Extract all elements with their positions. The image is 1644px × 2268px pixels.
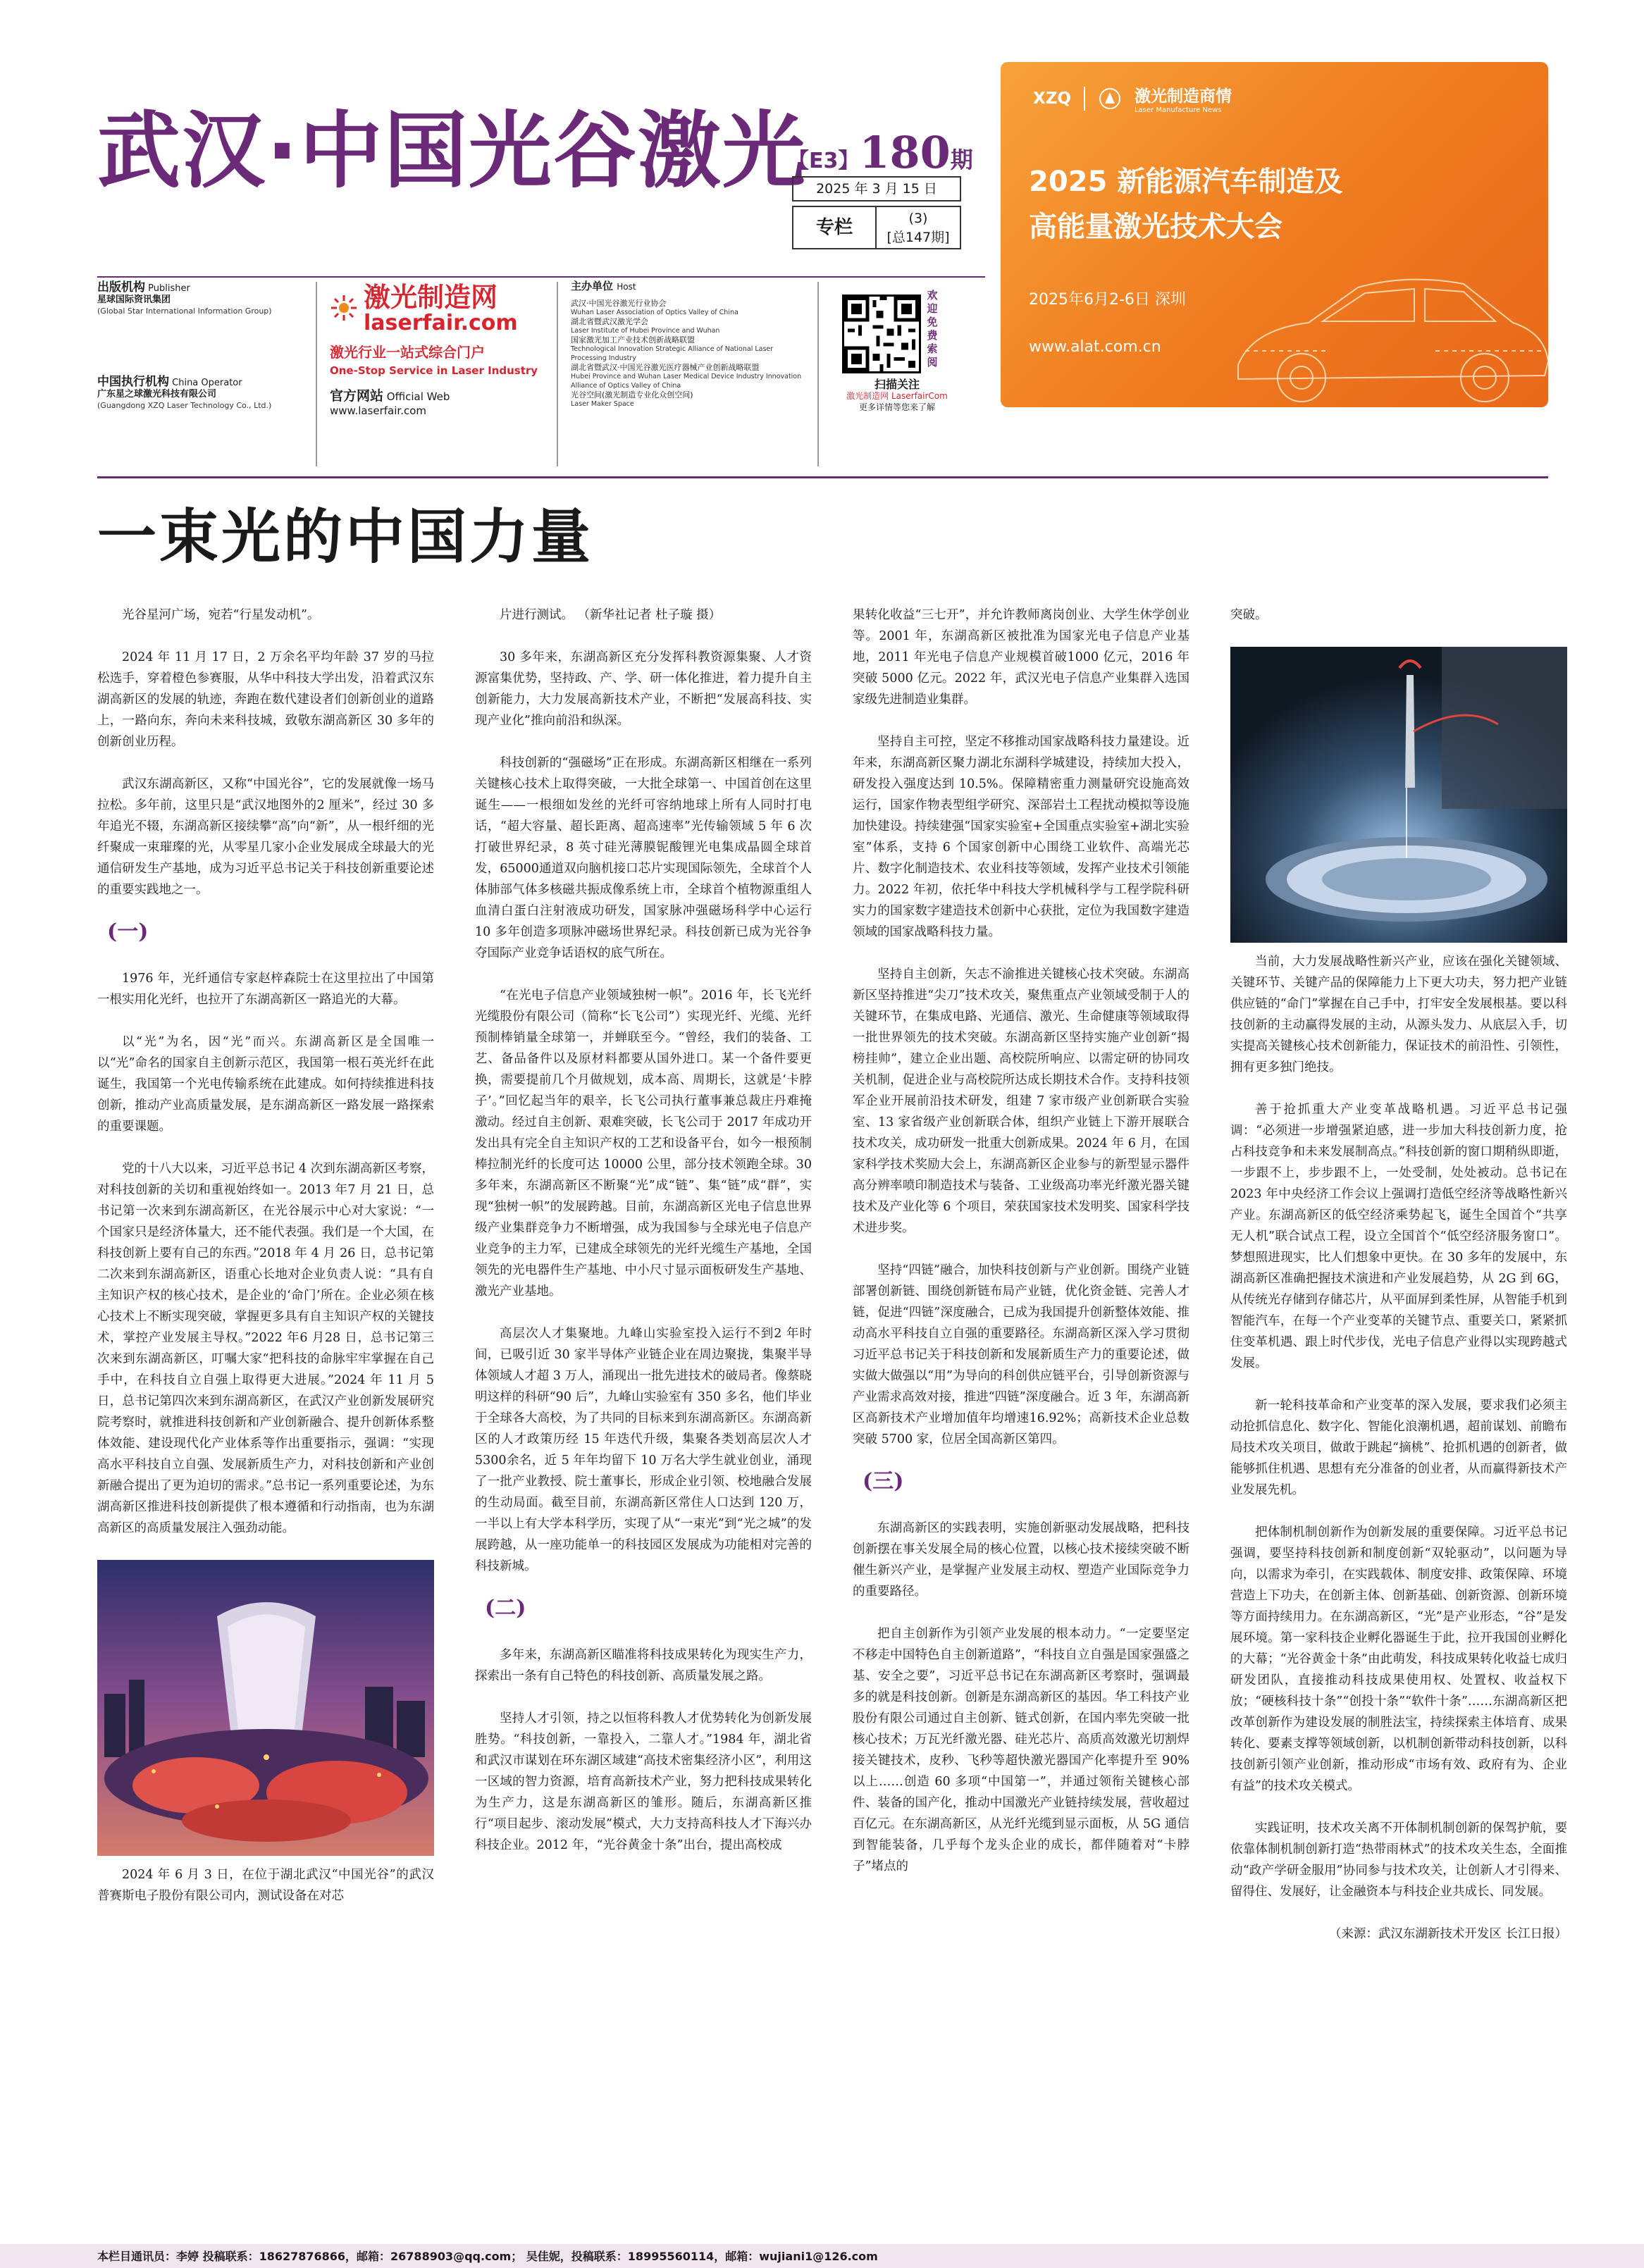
- laserfair-logo[interactable]: [330, 282, 518, 334]
- section-heading: (三): [863, 1469, 904, 1494]
- paragraph: 东湖高新区的实践表明，实施创新驱动发展战略，把科技创新摆在事关发展全局的核心位置，以核心技术接续突破不断催生新兴产业，是掌握产业发展主动权、塑造产业国际竞争力的重要路径。: [853, 1521, 1189, 1599]
- paragraph: 多年来，东湖高新区瞄准将科技成果转化为现实生产力，探索出一条有自己特色的科技创新、高质量发展之路。: [475, 1648, 812, 1683]
- issue-date: 2025 年 3 月 15 日: [792, 176, 961, 202]
- ad-title-line1: 2025 新能源汽车制造及: [1029, 166, 1343, 198]
- paragraph: 1976 年，光纤通信专家赵梓森院士在这里拉出了中国第一根实用化光纤，也拉开了东湖高新区一路追光的大幕。: [97, 972, 434, 1007]
- paragraph: 高层次人才集聚地。九峰山实验室投入运行不到2 年时间，已吸引近 30 家半导体产业链企业在周边聚拢，集聚半导体领域人才超 3 万人，涌现出一批先进技术的破局者。像蔡晓明这样的科研“90 后”，九峰山实验室有 350 多名，他们毕业于全球各大高校，为了共同的目标来到东湖高新区。东湖高新区的人才政策历经 15 年迭代升级，集聚各类划高层次人才 5300余名，近 5 年年均留下 10 万名大学生就业创业，涌现了一批产业教授、院士董事长，形成企业引领、校地融合发展的生动局面。截至目前，东湖高新区常住人口达到 120 万，一半以上有大学本科学历，实现了从“一束光”到“光之城”的发展跨越，从一座功能单一的科技园区发展成为功能相对完善的科技新城。: [475, 1327, 812, 1573]
- column-label: 专栏: [793, 207, 877, 248]
- official-website: [330, 389, 450, 418]
- paragraph: 新一轮科技革命和产业变革的深入发展，要求我们必须主动抢抓信息化、数字化、智能化浪潮机遇，超前谋划、前瞻布局技术攻关项目，做敢于跳起“摘桃”、抢抓机遇的创新者，做能够抓住机遇、思想有充分准备的创业者，从而赢得新技术产业发展先机。: [1230, 1399, 1567, 1497]
- operator-label-en: China Operator: [172, 378, 242, 388]
- section-heading: (一): [107, 919, 149, 944]
- slogan-cn: 激光行业一站式综合门户: [330, 344, 485, 361]
- host-item: 湖北省暨武汉激光学会 Laser Institute of Hubei Province and Wuhan: [571, 317, 720, 335]
- publisher-name-en: (Global Star International Information Group): [97, 306, 272, 316]
- laserfair-slogan: [330, 343, 538, 380]
- paragraph: 坚持人才引领，持之以恒将科教人才优势转化为创新发展胜势。“科技创新，一靠投入，二靠人才。”1984 年，湖北省和武汉市谋划在环东湖区域建“高技术密集经济小区”，利用这一区域的智力资源，培育高新技术产业，努力把科技成果转化为生产力，这是东湖高新区的雏形。随后，东湖高新区推行“项目起步、滚动发展”模式，大力支持高科技人才下海兴办科技企业。2012 年，“光谷黄金十条”出台，提出高校成: [475, 1711, 812, 1852]
- scan-follow: [830, 379, 964, 413]
- photo-caption: 2024 年 6 月 3 日，在位于湖北武汉“中国光谷”的武汉普赛斯电子股份有限公司内，测试设备在对芯: [97, 1868, 434, 1903]
- host-organizations: [571, 282, 803, 409]
- ad-title-line2: 高能量激光技术大会: [1029, 211, 1283, 243]
- alat-logo-icon: [1098, 87, 1122, 111]
- issue-suffix: 期: [950, 147, 973, 173]
- paragraph: 武汉东湖高新区，又称“中国光谷”，它的发展就像一场马拉松。多年前，这里只是“武汉地图外的2 厘米”，经过 30 多年追光不辍，东湖高新区接续攀“高”向“新”，从一根纤细的光纤聚成一束璀璨的光，从零星几家小企业发展成全球最大的光通信研发生产基地，成为习近平总书记关于科技创新重要论述的重要实践地之一。: [97, 777, 434, 897]
- scan-label: 扫描关注: [874, 378, 920, 391]
- column-total: [总147期]: [886, 230, 950, 245]
- paragraph: 把自主创新作为引领产业发展的根本动力。“一定要坚定不移走中国特色自主创新道路”，“科技自立自强是国家强盛之基、安全之要”，习近平总书记在东湖高新区考察时，强调最多的就是科技创新。创新是东湖高新区的基因。华工科技产业股份有限公司通过自主创新、链式创新，在国内率先突破一批核心技术；万瓦光纤激光器、硅光芯片、高质高效激光切割焊接关键技术，皮秒、飞秒等超快激光器国产化率提升至 90% 以上……创造 60 多项“中国第一”，并通过领衔关键核心部件、装备的国产化，推动中国激光产业链持续发展，营收超过百亿元。在东湖高新区，从光纤光缆到显示面板，从 5G 通信到智能装备，几乎每个龙头企业的成长，都伴随着对“卡脖子”堵点的: [853, 1627, 1189, 1873]
- column-issue-numbers: [877, 207, 960, 248]
- operator-label: 中国执行机构: [97, 375, 169, 389]
- host-label-en: Host: [617, 282, 636, 292]
- article-headline: 一束光的中国力量: [97, 502, 594, 571]
- header-rule: [97, 276, 985, 278]
- ad-brand-xzq: XZQ: [1033, 89, 1071, 108]
- publisher-label: 出版机构: [97, 280, 145, 295]
- footer-contact: 本栏目通讯员：李婷 投稿联系：18627876866，邮箱：26788903@qq.com； 吴佳妮，投稿联系：18995560114，邮箱：wujiani1@126.com: [97, 2250, 878, 2263]
- column-issue: (3): [908, 211, 928, 226]
- section-heading: (二): [485, 1596, 526, 1621]
- paragraph: “在光电子信息产业领域独树一帜”。2016 年，长飞光纤光缆股份有限公司（简称“长飞公司”）实现光纤、光缆、光纤预制棒销量全球第一，并蝉联至今。“曾经，我们的装备、工艺、备品备件以及原材料都要从国外进口。某一个备件要更换，需要提前几个月做规划，成本高、周期长，这就是‘卡脖子’。”回忆起当年的艰辛，长飞公司执行董事兼总裁庄丹难掩激动。经过自主创新、艰难突破，长飞公司于 2017 年成功开发出具有完全自主知识产权的工艺和设备平台，如今一根预制棒拉制光纤的长度可达 10000 公里，部分技术领跑全球。30 多年来，东湖高新区不断聚“光”成“链”、集“链”成“群”，实现“独树一帜”的发展跨越。目前，东湖高新区光电子信息世界级产业集群竞争力不断增强，成为我国参与全球光电子信息产业竞争的主力军，已建成全球领先的光纤光缆生产基地，全国领先的光电器件生产基地、中小尺寸显示面板研发生产基地、激光产业基地。: [475, 989, 812, 1299]
- issue-count: 180: [859, 127, 951, 178]
- paragraph: 光谷星河广场，宛若“行星发动机”。: [122, 608, 320, 622]
- laserfair-url: laserfair.com: [364, 311, 518, 335]
- paragraph: 坚持自主可控，坚定不移推动国家战略科技力量建设。近年来，东湖高新区聚力湖北东湖科学城建设，持续加大投入，研发投入强度达到 10.5%。保障精密重力测量研究设施高效运行，国家作物表型组学研究、深部岩土工程扰动模拟等设施加快建设。持续建强“国家实验室+全国重点实验室+湖北实验室”体系，支持 6 个国家创新中心围绕工业软件、高端光芯片、数字化制造技术、农业科技等领域，发挥产业技术引领能力。2022 年初，依托华中科技大学机械科学与工程学院科研实力的国家数字建造技术创新中心获批，定位为我国数字建造领域的国家战略科技力量。: [853, 735, 1189, 939]
- host-label: 主办单位: [571, 280, 614, 292]
- host-item: 湖北省暨武汉·中国光谷激光医疗器械产业创新战略联盟 Hubei Province and Wuhan Laser Medical Device Industry Innovation Alliance of Optics Valley of China: [571, 363, 802, 390]
- article-source: （来源：武汉东湖新技术开发区 长江日报）: [1328, 1927, 1567, 1941]
- header-rule: [97, 476, 1548, 478]
- scan-account: 激光制造网 LaserfairCom: [846, 391, 948, 401]
- divider-line: [316, 282, 317, 466]
- official-label-en: Official Web: [386, 390, 450, 403]
- article-column-4: [1230, 605, 1567, 1966]
- host-item: 武汉·中国光谷激光行业协会 Wuhan Laser Association of Optics Valley of China: [571, 299, 738, 316]
- ad-date-place: 2025年6月2-6日 深圳: [1029, 291, 1186, 309]
- newspaper-title: 武汉·中国光谷激光: [97, 102, 807, 199]
- ad-brand-row: [1033, 83, 1232, 114]
- paragraph: 果转化收益“三七开”，并允许教师离岗创业、大学生休学创业等。2001 年，东湖高新区被批准为国家光电子信息产业基地，2011 年光电子信息产业规模首破1000 亿元，2016 年突破 5000 亿元。2022 年，武汉光电子信息产业集群入选国家级先进制造业集群。: [853, 608, 1189, 707]
- host-item: 国家激光加工产业技术创新战略联盟 Technological Innovation Strategic Alliance of National Laser Processing Industry: [571, 335, 774, 362]
- host-item: 光谷空间(激光制造专业化众创空间) Laser Maker Space: [571, 390, 693, 408]
- ad-url[interactable]: www.alat.com.cn: [1029, 338, 1161, 356]
- car-wireframe-icon: [1224, 245, 1548, 407]
- official-label: 官方网站: [330, 388, 384, 404]
- column-box: [792, 206, 961, 249]
- optics-valley-night-photo: [97, 1560, 434, 1856]
- paragraph: 30 多年来，东湖高新区充分发挥科教资源集聚、人才资源富集优势，坚持政、产、学、研一体化推进，着力提升自主创新能力，大力发展高新技术产业，不断把“发展高科技、实现产业化”推向前沿和纵深。: [475, 650, 812, 728]
- chip-testing-photo: [1230, 647, 1567, 943]
- operator-name: 广东星之球激光科技有限公司: [97, 389, 217, 399]
- free-subscription-vertical-text: 欢 迎 免 费 索 阅: [927, 289, 938, 368]
- paragraph: 片进行测试。 （新华社记者 杜子璇 摄）: [500, 608, 722, 622]
- article-column-1: [97, 605, 434, 1907]
- issue-code: 【E3】: [788, 149, 860, 173]
- publisher-label-en: Publisher: [148, 283, 190, 294]
- ad-title: [1029, 159, 1342, 249]
- paragraph: 当前，大力发展战略性新兴产业，应该在强化关键领域、关键环节、关键产品的保障能力上下更大功夫，努力把产业链供应链的“命门”掌握在自己手中，打牢安全发展根基。要以科技创新的主动赢得发展的主动，从源头发力、从底层入手，切实提高关键核心技术创新能力，保证技术的前沿性、引领性，拥有更多独门绝技。: [1230, 955, 1567, 1074]
- laserfair-cn: 激光制造网: [364, 282, 498, 313]
- article-column-3: [853, 605, 1189, 1898]
- paragraph: 党的十八大以来，习近平总书记 4 次到东湖高新区考察，对科技创新的关切和重视始终如一。2013 年7 月 21 日，总书记第一次来到东湖高新区，在光谷展示中心对大家说：“一个国家只是经济体量大，还不能代表强。我们是一个大国，在科技创新上要有自己的东西。”2018 年 4 月 26 日，总书记第二次来到东湖高新区，语重心长地对企业负责人说：“具有自主知识产权的核心技术，是企业的‘命门’所在。企业必须在核心技术上不断实现突破，掌握更多具有自主知识产权的关键技术，掌控产业发展主导权。”2022 年6 月28 日，总书记第三次来到东湖高新区，叮嘱大家“把科技的命脉牢牢掌握在自己手中，在科技自立自强上取得更大进展。”2024 年 11 月 5 日，总书记第四次来到东湖高新区，在武汉产业创新发展研究院考察时，就推进科技创新和产业创新融合、提升创新体系整体效能、建设现代化产业体系等作出重要指示，强调：“实现高水平科技自立自强、发展新质生产力，对科技创新和产业创新融合提出了更为迫切的需求。”总书记一系列重要论述，为东湖高新区推进科技创新提供了根本遵循和行动指南，也为东湖高新区的高质量发展注入强劲动能。: [97, 1162, 434, 1535]
- paragraph: 突破。: [1230, 608, 1268, 622]
- qr-code-icon[interactable]: [842, 295, 921, 373]
- article-column-2: [475, 605, 812, 1877]
- publisher-name: 星球国际资讯集团: [97, 295, 171, 305]
- divider-line: [817, 282, 819, 466]
- scan-more: 更多详情等您来了解: [858, 402, 935, 412]
- paragraph: 以“光”为名，因“光”而兴。东湖高新区是全国唯一以“光”命名的国家自主创新示范区，我国第一根石英光纤在此诞生，我国第一个光电传输系统在此建成。如何持续推进科技创新，推动产业高质量发展，是东湖高新区一路发展一路探索的重要课题。: [97, 1035, 434, 1134]
- paragraph: 把体制机制创新作为创新发展的重要保障。习近平总书记强调，要坚持科技创新和制度创新“双轮驱动”，以问题为导向，以需求为牵引，在实践载体、制度安排、政策保障、环境营造上下功夫，在创新主体、创新基础、创新资源、创新环境等方面持续用力。在东湖高新区，“光”是产业形态，“谷”是发展环境。第一家科技企业孵化器诞生于此，拉开我国创业孵化的大幕；“光谷黄金十条”由此萌发，科技成果转化收益七成归研发团队，直接推动科技成果使用权、处置权、收益权下放；“硬核科技十条”“创投十条”“软件十条”……东湖高新区把改革创新作为建设发展的制胜法宝，持续探索主体培育、成果转化、要素支撑等领域创新，以机制创新带动科技创新，以科技创新引领产业创新，推动形成“市场有效、政府有为、企业有益”的技术攻关模式。: [1230, 1525, 1567, 1793]
- operator-name-en: (Guangdong XZQ Laser Technology Co., Ltd.): [97, 401, 272, 410]
- paragraph: 善于抢抓重大产业变革战略机遇。习近平总书记强调：“必须进一步增强紧迫感，进一步加大科技创新力度，抢占科技竞争和未来发展制高点。”科技创新的窗口期稍纵即逝，一步跟不上，步步跟不上，一处受制，处处被动。总书记在 2023 年中央经济工作会议上强调打造低空经济等战略性新兴产业。东湖高新区的低空经济乘势起飞，诞生全国首个“共享无人机”联合试点工程，设立全国首个“低空经济服务窗口”。梦想照进现实，比人们想象中更快。在 30 多年的发展中，东湖高新区准确把握技术演进和产业发展趋势，从 2G 到 6G，从传统光存储到存储芯片，从平面屏到柔性屏，从智能手机到智能汽车，在每一个产业变革的关键节点、重要关口，紧紧抓住变革机遇、跟上时代步伐，光电子信息产业得以实现跨越式发展。: [1230, 1103, 1567, 1370]
- ad-brand-divider: [1084, 87, 1085, 111]
- paragraph: 2024 年 11 月 17 日，2 万余名平均年龄 37 岁的马拉松选手，穿着橙色参赛服，从华中科技大学出发，沿着武汉东湖高新区的发展的轨迹，奔跑在数代建设者们创新创业的道路上，一路向东，奔向未来科技城，致敬东湖高新区 30 多年的创新创业历程。: [97, 650, 434, 749]
- slogan-en: One-Stop Service in Laser Industry: [330, 364, 538, 377]
- official-url[interactable]: www.laserfair.com: [330, 404, 426, 417]
- issue-number: [788, 127, 973, 178]
- publisher-info: [97, 282, 309, 411]
- paragraph: 坚持“四链”融合，加快科技创新与产业创新。围绕产业链部署创新链、围绕创新链布局产业链，优化资金链、完善人才链，促进“四链”深度融合，已成为我国提升创新整体效能、推动高水平科技自立自强的重要路径。东湖高新区深入学习贯彻习近平总书记关于科技创新和发展新质生产力的重要论述，做实做大做强以“用”为导向的科创供应链平台，引导创新资源与产业需求高效对接，推进“四链”深度融合。近 3 年，东湖高新区高新技术产业增加值年均增速16.92%；高新技术企业总数突破 5700 家，位居全国高新区第四。: [853, 1263, 1189, 1446]
- laser-burst-icon: [330, 294, 358, 322]
- ad-brand-news: 激光制造商情 Laser Manufacture News: [1134, 87, 1232, 114]
- paragraph: 坚持自主创新，矢志不渝推进关键核心技术突破。东湖高新区坚持推进“尖刀”技术攻关，聚焦重点产业领域受制于人的关键环节，在集成电路、光通信、激光、生命健康等领域取得一批世界领先的技术突破。东湖高新区坚持实施产业创新“揭榜挂帅”，建立企业出题、高校院所响应、以需定研的协同攻关机制，促进企业与高校院所达成长期技术合作。支持科技领军企业开展前沿技术研发，组建 7 家市级产业创新联合实验室、13 家省级产业创新联合体，组织产业链上下游开展联合技术攻关，成功研发一批重大创新成果。2024 年 6 月，在国家科学技术奖励大会上，东湖高新区企业参与的新型显示器件高分辨率喷印制造技术与装备、工业级高功率光纤激光器关键技术及产业化等 6 个项目，荣获国家技术发明奖、国家科学技术进步奖。: [853, 967, 1189, 1235]
- divider-line: [557, 282, 558, 466]
- conference-ad-banner[interactable]: [1001, 62, 1548, 407]
- paragraph: 科技创新的“强磁场”正在形成。东湖高新区相继在一系列关键核心技术上取得突破，一大批全球第一、中国首创在这里诞生——一根细如发丝的光纤可容纳地球上所有人同时打电话，“超大容量、超长距离、超高速率”光传输领域 5 年 6 次打破世界纪录，8 英寸硅光薄膜铌酸锂光电集成晶圆全球首发，65000通道双向脑机接口芯片实现国际领先，全球首个人体肺部气体多核磁共振成像系统上市，全球首个植物源重组人血清白蛋白注射液成功研发，国家脉冲强磁场科学中心运行 10 多年创造多项脉冲磁场世界纪录。科技创新已成为光谷争夺国际产业竞争话语权的底气所在。: [475, 756, 812, 960]
- paragraph: 实践证明，技术攻关离不开体制机制创新的保驾护航，要依靠体制机制创新打造“热带雨林式”的技术攻关生态，全面推动“政产学研金服用”协同参与技术攻关，让创新人才引得来、留得住、发展好，让金融资本与科技企业共成长、同发展。: [1230, 1821, 1567, 1899]
